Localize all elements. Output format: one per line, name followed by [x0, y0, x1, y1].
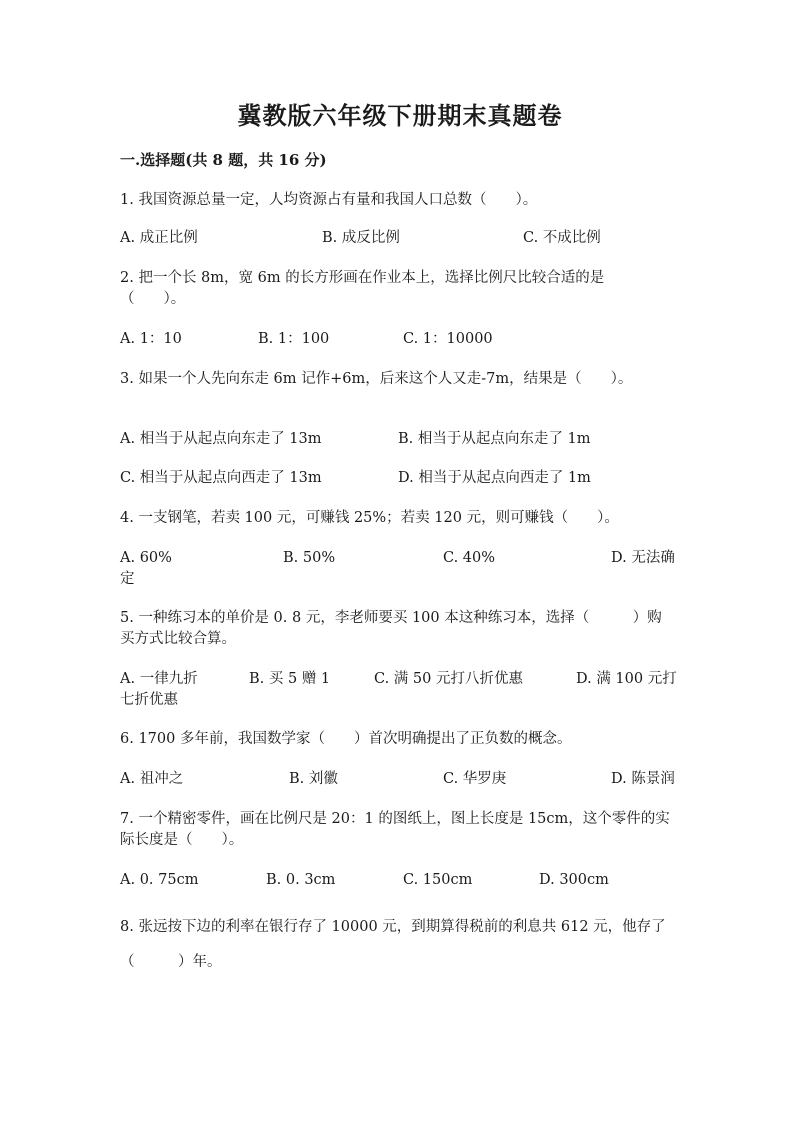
question-6-stem: 6. 1700 多年前，我国数学家（ ）首次明确提出了正负数的概念。: [120, 731, 572, 747]
question-1-option-b[interactable]: B. 成反比例: [322, 230, 400, 246]
section-heading: 一.选择题(共 8 题，共 16 分): [120, 151, 327, 169]
question-3-stem: 3. 如果一个人先向东走 6m 记作+6m，后来这个人又走-7m，结果是（ ）。: [120, 371, 633, 387]
question-3-option-d[interactable]: D. 相当于从起点向西走了 1m: [398, 470, 591, 486]
question-1-option-a[interactable]: A. 成正比例: [120, 230, 198, 246]
question-4-option-b[interactable]: B. 50%: [283, 550, 336, 566]
question-3-option-a[interactable]: A. 相当于从起点向东走了 13m: [120, 431, 322, 447]
question-5-stem: 5. 一种练习本的单价是 0. 8 元，李老师要买 100 本这种练习本，选择（ ）购买方式比较合算。: [120, 610, 662, 647]
question-6-option-c[interactable]: C. 华罗庚: [443, 771, 507, 787]
page-title: 冀教版六年级下册期末真题卷: [237, 101, 563, 130]
question-6-option-d[interactable]: D. 陈景润: [611, 771, 675, 787]
question-7-option-c[interactable]: C. 150cm: [403, 872, 473, 888]
question-4-stem: 4. 一支钢笔，若卖 100 元，可赚钱 25%；若卖 120 元，则可赚钱（ ）。: [120, 510, 619, 526]
question-5-option-a[interactable]: A. 一律九折: [120, 671, 198, 687]
question-2-stem: 2. 把一个长 8m，宽 6m 的长方形画在作业本上，选择比例尺比较合适的是（ ）。: [120, 270, 605, 307]
question-5-option-d[interactable]: D. 满 100 元打七折优惠: [120, 671, 677, 708]
question-7-option-b[interactable]: B. 0. 3cm: [266, 872, 336, 888]
question-2-option-a[interactable]: A. 1：10: [120, 331, 182, 347]
question-7-option-d[interactable]: D. 300cm: [539, 872, 609, 888]
question-2-option-b[interactable]: B. 1：100: [258, 331, 330, 347]
question-8-stem: 8. 张远按下边的利率在银行存了 10000 元，到期算得税前的利息共 612 元，他存了（ ）年。: [120, 919, 666, 970]
question-3-option-b[interactable]: B. 相当于从起点向东走了 1m: [398, 431, 591, 447]
question-4-option-a[interactable]: A. 60%: [120, 550, 172, 566]
question-4-option-c[interactable]: C. 40%: [443, 550, 496, 566]
question-5-option-b[interactable]: B. 买 5 赠 1: [249, 671, 331, 687]
question-6-option-a[interactable]: A. 祖冲之: [120, 771, 184, 787]
question-1-stem: 1. 我国资源总量一定，人均资源占有量和我国人口总数（ ）。: [120, 192, 538, 208]
question-4-option-d[interactable]: D. 无法确定: [120, 550, 675, 587]
question-6-option-b[interactable]: B. 刘徽: [289, 771, 338, 787]
question-3-option-c[interactable]: C. 相当于从起点向西走了 13m: [120, 470, 322, 486]
question-7-stem: 7. 一个精密零件，画在比例尺是 20：1 的图纸上，图上长度是 15cm，这个零件的实际长度是（ ）。: [120, 811, 670, 848]
question-1-option-c[interactable]: C. 不成比例: [523, 230, 601, 246]
question-7-option-a[interactable]: A. 0. 75cm: [120, 872, 199, 888]
question-2-option-c[interactable]: C. 1：10000: [403, 331, 493, 347]
question-5-option-c[interactable]: C. 满 50 元打八折优惠: [374, 671, 523, 687]
